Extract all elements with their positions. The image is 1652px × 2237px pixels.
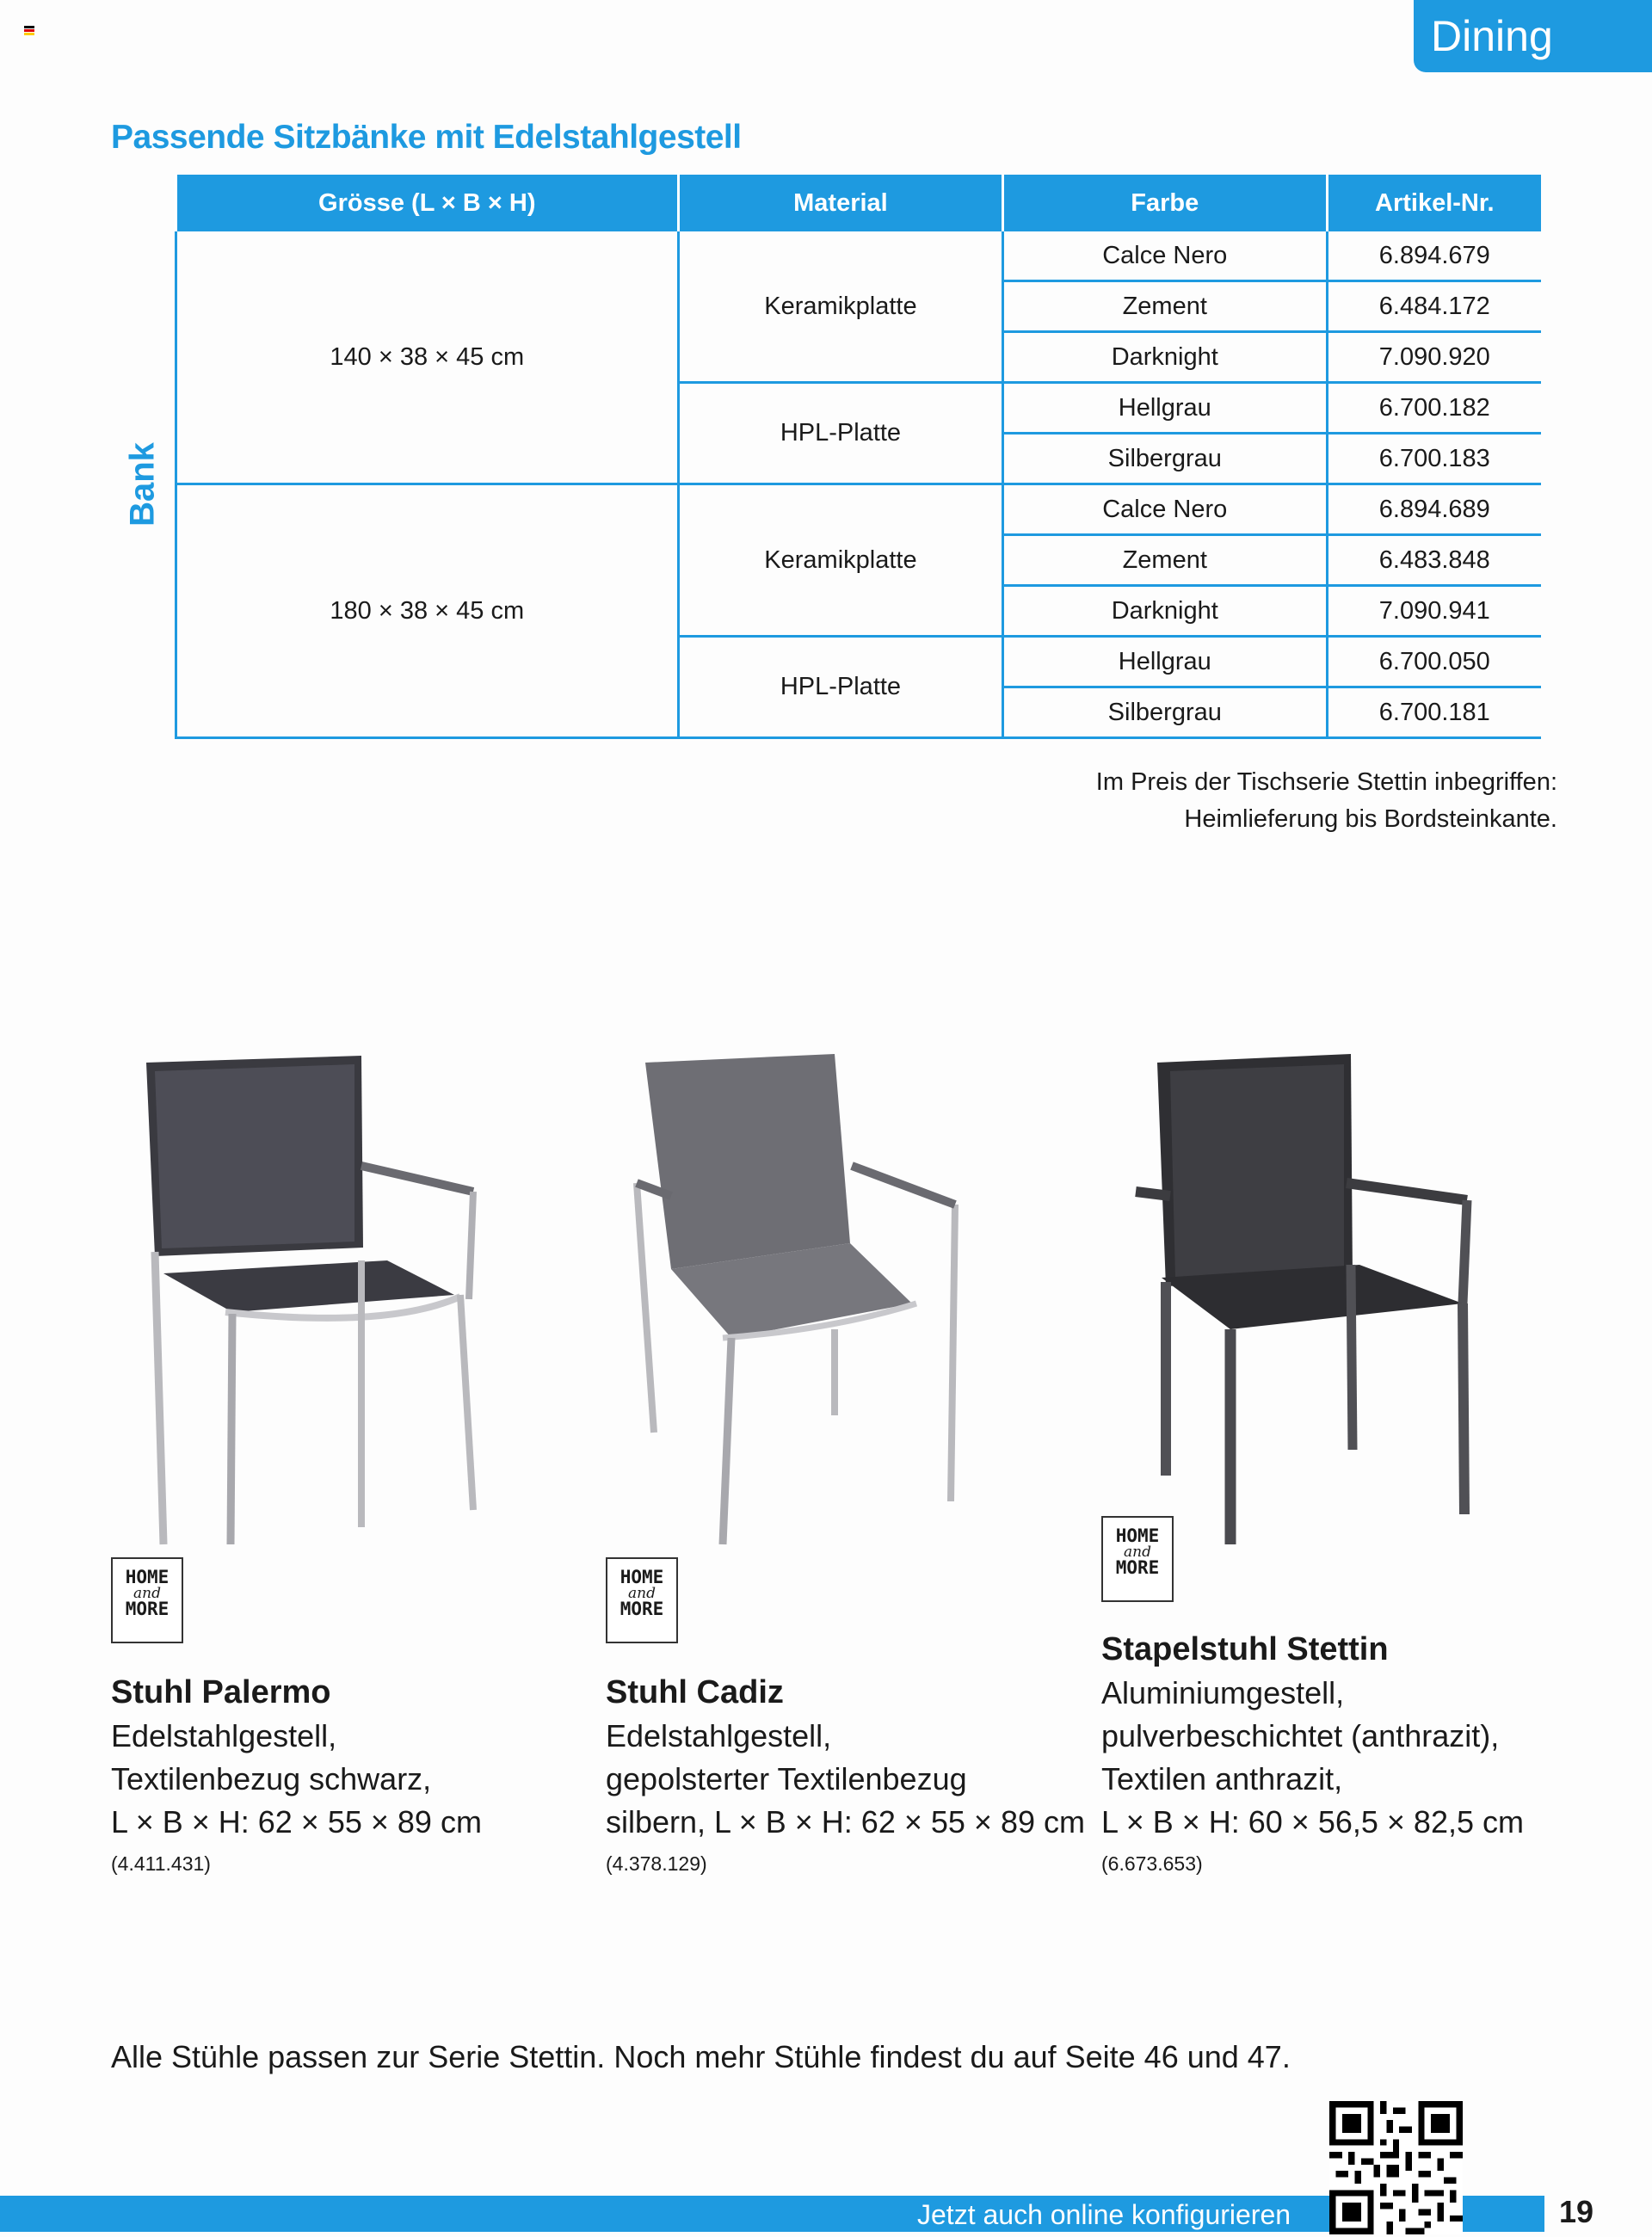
color-cell: Zement (1002, 281, 1327, 332)
product-name: Stuhl Palermo (111, 1674, 331, 1710)
bench-spec-table (111, 175, 1541, 739)
color-cell: Zement (1002, 535, 1327, 586)
article-cell: 6.700.182 (1327, 383, 1541, 434)
product-name: Stapelstuhl Stettin (1101, 1631, 1389, 1667)
product-name: Stuhl Cadiz (606, 1674, 784, 1710)
chairs-note: Alle Stühle passen zur Serie Stettin. Noch mehr Stühle findest du auf Seite 46 und 47. (111, 2039, 1291, 2074)
col-header-article: Artikel-Nr. (1327, 175, 1541, 231)
size-cell: 140 × 38 × 45 cm (176, 231, 678, 484)
col-header-material: Material (678, 175, 1002, 231)
product-code: (4.411.431) (111, 1852, 211, 1875)
color-cell: Silbergrau (1002, 687, 1327, 738)
section-tab: Dining (1414, 0, 1652, 72)
flag-icon (24, 26, 34, 34)
price-note: Im Preis der Tischserie Stettin inbegriffen: Heimlieferung bis Bordsteinkante. (1095, 768, 1557, 833)
home-and-more-logo: HOME and MORE (111, 1557, 183, 1643)
page-title: Passende Sitzbänke mit Edelstahlgestell (111, 119, 742, 156)
footer-bar (0, 2196, 1544, 2232)
chair-stettin-image (1119, 1045, 1506, 1562)
material-cell: Keramikplatte (678, 484, 1002, 637)
article-cell: 6.484.172 (1327, 281, 1541, 332)
article-cell: 7.090.920 (1327, 332, 1541, 383)
chair-cadiz-image (620, 1045, 981, 1562)
material-cell: Keramikplatte (678, 231, 1002, 383)
product-description: Edelstahlgestell, Textilenbezug schwarz, L × B × H: 62 × 55 × 89 cm (111, 1718, 482, 1840)
color-cell: Calce Nero (1002, 231, 1327, 281)
article-cell: 6.894.679 (1327, 231, 1541, 281)
article-cell: 6.700.050 (1327, 637, 1541, 687)
product-code: (6.673.653) (1101, 1852, 1203, 1875)
color-cell: Hellgrau (1002, 383, 1327, 434)
color-cell: Darknight (1002, 586, 1327, 637)
home-and-more-logo: HOME and MORE (1101, 1516, 1174, 1602)
article-cell: 6.700.183 (1327, 434, 1541, 484)
page-number: 19 (1559, 2194, 1594, 2229)
size-cell: 180 × 38 × 45 cm (176, 484, 678, 738)
product-description: Aluminiumgestell, pulverbeschichtet (anthrazit), Textilen anthrazit, L × B × H: 60 × 56,5 × 82,5 cm (1101, 1675, 1524, 1840)
footer-pill (1473, 2196, 1544, 2232)
col-header-color: Farbe (1002, 175, 1327, 231)
row-group-label: Bank (111, 231, 176, 738)
color-cell: Silbergrau (1002, 434, 1327, 484)
product-cadiz (606, 1674, 1088, 1876)
color-cell: Calce Nero (1002, 484, 1327, 535)
chair-palermo-image (129, 1045, 490, 1562)
article-cell: 7.090.941 (1327, 586, 1541, 637)
product-code: (4.378.129) (606, 1852, 707, 1875)
product-stettin (1101, 1631, 1566, 1876)
color-cell: Hellgrau (1002, 637, 1327, 687)
article-cell: 6.700.181 (1327, 687, 1541, 738)
table-corner (111, 175, 176, 231)
col-header-size: Grösse (L × B × H) (176, 175, 678, 231)
qr-code-icon[interactable] (1329, 2101, 1463, 2234)
product-palermo (111, 1674, 576, 1876)
material-cell: HPL-Platte (678, 637, 1002, 738)
configure-online-link[interactable]: Jetzt auch online konfigurieren (917, 2199, 1291, 2230)
color-cell: Darknight (1002, 332, 1327, 383)
product-description: Edelstahlgestell, gepolsterter Textilenbezug silbern, L × B × H: 62 × 55 × 89 cm (606, 1718, 1085, 1840)
article-cell: 6.483.848 (1327, 535, 1541, 586)
material-cell: HPL-Platte (678, 383, 1002, 484)
article-cell: 6.894.689 (1327, 484, 1541, 535)
home-and-more-logo: HOME and MORE (606, 1557, 678, 1643)
